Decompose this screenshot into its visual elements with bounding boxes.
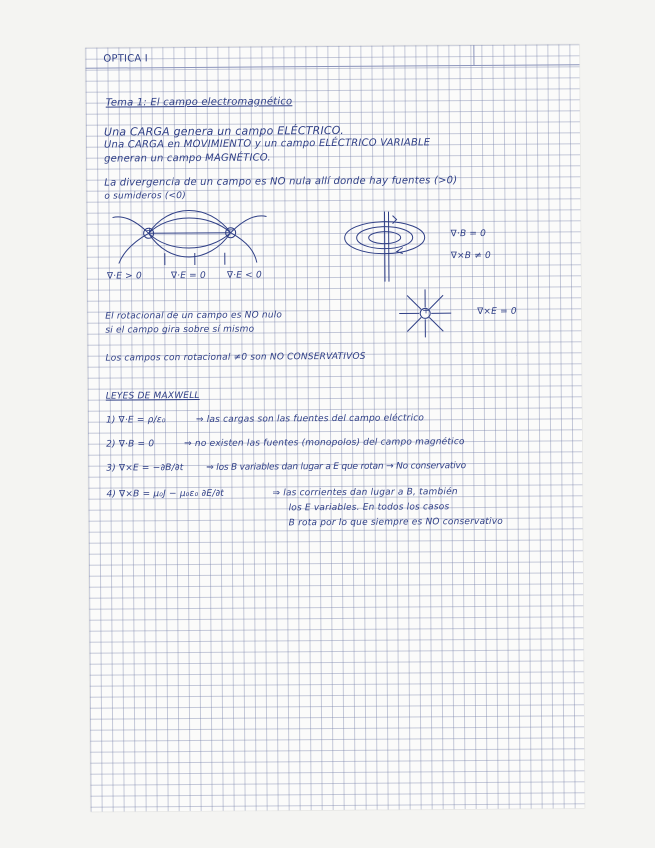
point-charge-symbol: + [422,306,430,317]
div-zero-label: ∇·E = 0 [170,270,206,282]
topic-title: Tema 1: El campo electromagnético [105,96,293,109]
div-positive-label: ∇·E > 0 [106,271,142,282]
maxwell-heading: LEYES DE MAXWELL [105,390,200,402]
div-negative-label: ∇·E < 0 [226,270,262,281]
curl-line-2: si el campo gira sobre sí mismo [105,324,255,336]
intro-line-1: Una CARGA genera un campo ELÉCTRICO. [103,123,344,139]
negative-charge-symbol: − [227,225,236,236]
maxwell-law-1-text: ⇒ las cargas son las fuentes del campo eléctrico [195,413,425,425]
maxwell-law-1-eq: 1) ∇·E = ρ/ε₀ [105,415,166,426]
curl-line-1: El rotacional de un campo es NO nulo [105,310,283,322]
maxwell-law-4-line-3: B rota por lo que siempre es NO conservativo [288,516,503,529]
notebook-page [85,44,584,811]
electric-curl-label: ∇×E = 0 [477,306,517,318]
intro-line-3: generan un campo MAGNÉTICO. [104,152,271,165]
magnetic-divergence-label: ∇·B = 0 [450,228,487,240]
header-column-divider [473,45,474,65]
positive-charge-symbol: + [145,226,154,237]
dipole-field-sketch [108,206,268,269]
maxwell-law-4-eq: 4) ∇×B = μ₀J − μ₀ε₀ ∂E/∂t [106,488,225,500]
divergence-line-2: o sumideros (<0) [104,191,186,202]
conservative-statement: Los campos con rotacional ≠0 son NO CONSERVATIVOS [105,351,366,364]
intro-line-2: Una CARGA en MOVIMIENTO y un campo ELÉCTRICO VARIABLE [103,137,431,151]
wire-magnetic-field-sketch [340,207,441,284]
maxwell-law-2-eq: 2) ∇·B = 0 [106,439,155,450]
maxwell-law-2-text: ⇒ no existen las fuentes (monopolos) del campo magnético [184,437,465,450]
magnetic-curl-label: ∇×B ≠ 0 [450,250,491,262]
divergence-line-1: La divergencia de un campo es NO nula allí donde hay fuentes (>0) [104,175,458,189]
subject-title: OPTICA I [103,53,148,65]
maxwell-law-4-text: ⇒ las corrientes dan lugar a B, también [272,487,458,499]
maxwell-law-3-eq: 3) ∇×E = −∂B/∂t [106,463,184,474]
maxwell-law-3-text: ⇒ los B variables dan lugar a E que rotan → No conservativo [206,461,466,473]
header-divider [85,64,579,68]
maxwell-law-4-line-2: los E variables. En todos los casos [288,502,450,514]
